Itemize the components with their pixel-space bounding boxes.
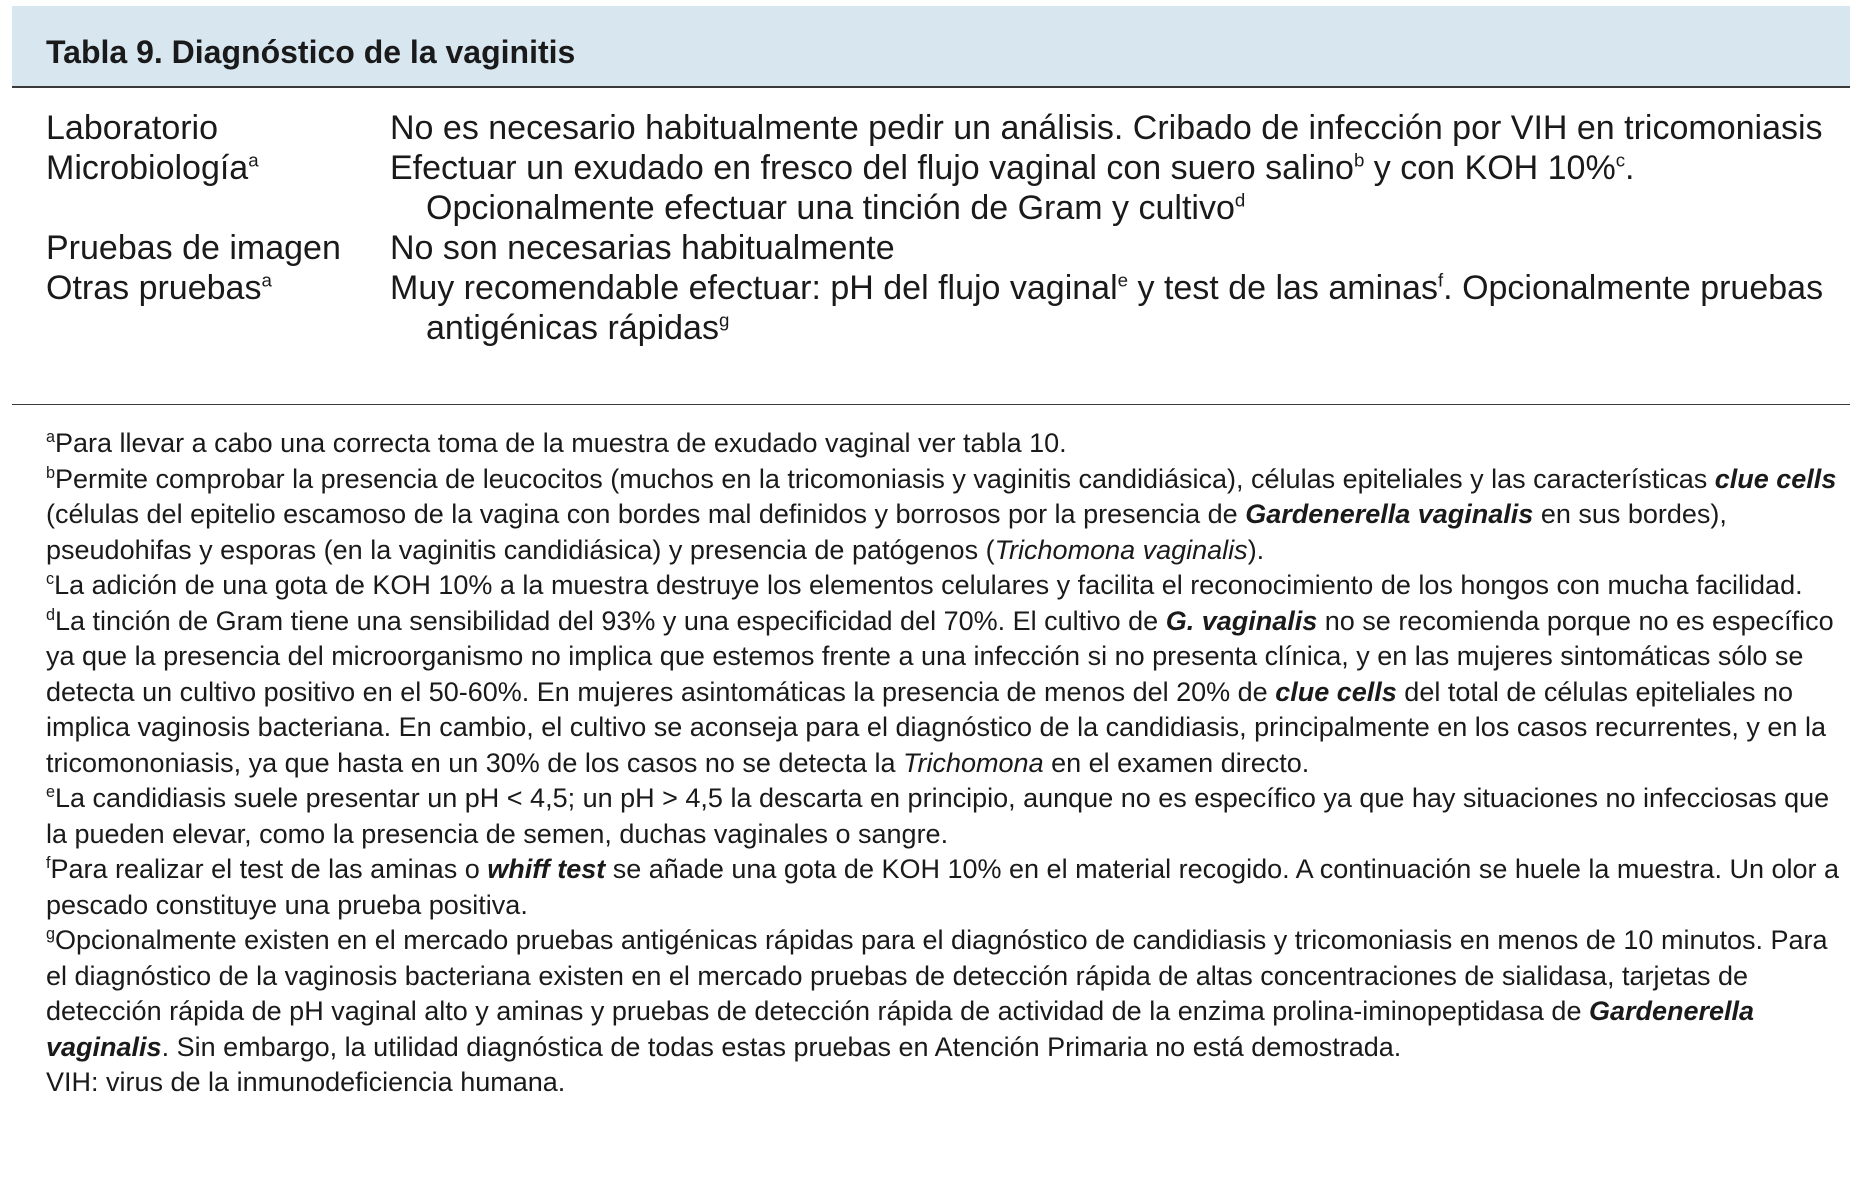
footnote-marker: f (46, 854, 51, 872)
footnote (46, 462, 1846, 569)
footnote-marker: c (46, 570, 55, 588)
text-span: Para realizar el test de las aminas o (50, 854, 488, 884)
footnote (46, 1065, 1846, 1101)
row-label (46, 228, 390, 268)
emphasized-text: Trichomona (903, 747, 1044, 778)
row-label (46, 108, 390, 148)
row-label-text: Otras pruebas (46, 269, 262, 307)
table-divider (12, 404, 1850, 405)
emphasized-text: G. vaginalis (1165, 605, 1318, 636)
row-label-text: Laboratorio (46, 109, 219, 147)
text-span: en sus bordes), pseudohifas y esporas (en la vaginitis candidiásica) y presencia de patógenos ( (46, 499, 1727, 565)
table-title: Tabla 9. Diagnóstico de la vaginitis (46, 34, 576, 70)
footnote-marker: a (261, 269, 272, 291)
row-value (390, 228, 1836, 268)
emphasized-text: clue cells (1275, 676, 1397, 707)
footnote-marker: d (46, 605, 56, 624)
table-title-bar (12, 6, 1850, 88)
footnotes (46, 426, 1846, 1101)
emphasized-text: Trichomona vaginalis (994, 534, 1248, 565)
text-span: Permite comprobar la presencia de leucocitos (muchos en la tricomoniasis y vaginitis candidiásica), células epiteliales y las características (55, 463, 1715, 494)
emphasized-text: Gardenerella vaginalis (46, 996, 1755, 1062)
text-span: . Opcionalmente pruebas antigénicas rápidas (426, 269, 1824, 347)
text-span: No son necesarias habitualmente (390, 229, 895, 267)
text-span: . Opcionalmente efectuar una tinción de Gram y cultivo (426, 149, 1635, 227)
row-value (390, 108, 1836, 148)
footnote-marker: e (1117, 269, 1129, 291)
footnote-marker: c (1615, 149, 1626, 171)
footnote (46, 852, 1846, 923)
text-span: La tinción de Gram tiene una sensibilidad del 93% y una especificidad del 70%. El cultivo de (55, 605, 1166, 636)
text-span: No es necesario habitualmente pedir un análisis. Cribado de infección por VIH en tricomoniasis (390, 109, 1823, 147)
text-span: y test de las aminas (1128, 269, 1438, 307)
emphasized-text: whiff test (487, 854, 606, 884)
text-span: no se recomienda porque no es específico ya que la presencia del microorganismo no implica que estemos frente a una infección si no presenta clínica, y en las mujeres sintomáticas sólo se detecta un cultivo positivo en el 50-60%. En mujeres asintomáticas la presencia de menos del 20% de (46, 605, 1834, 707)
footnote-marker: g (718, 309, 730, 331)
text-span: . Sin embargo, la utilidad diagnóstica de todas estas pruebas en Atención Primaria no está demostrada. (161, 1031, 1402, 1062)
row-label (46, 268, 390, 348)
diagnosis-table-body (46, 108, 1836, 348)
emphasized-text: Gardenerella vaginalis (1245, 499, 1534, 529)
footnote-marker: d (1234, 189, 1246, 211)
text-span: Efectuar un exudado en fresco del flujo vaginal con suero salino (390, 149, 1354, 187)
footnote-marker: a (46, 428, 56, 446)
footnote-marker: b (1353, 149, 1365, 171)
text-span: en el examen directo. (1043, 747, 1310, 778)
footnote-marker: b (46, 463, 56, 482)
text-span: se añade una gota de KOH 10% en el material recogido. A continuación se huele la muestra. Un olor a pescado constituye una prueba positiva. (46, 854, 1840, 920)
text-span: VIH: virus de la inmunodeficiencia humana. (46, 1067, 566, 1097)
footnote-marker: f (1437, 269, 1444, 291)
text-span: La candidiasis suele presentar un pH < 4,5; un pH > 4,5 la descarta en principio, aunque no es específico ya que hay situaciones no infecciosas que la pueden elevar, como la presencia de semen, duchas vaginales o sangre. (46, 783, 1830, 849)
footnote (46, 426, 1846, 462)
footnote (46, 604, 1846, 782)
text-span: Para llevar a cabo una correcta toma de la muestra de exudado vaginal ver tabla 10. (55, 428, 1067, 458)
table-row (46, 228, 1836, 268)
row-label-text: Microbiología (46, 149, 249, 187)
emphasized-text: clue cells (1714, 463, 1837, 494)
footnote (46, 923, 1846, 1065)
footnote-marker: a (248, 149, 259, 171)
footnote-marker: g (46, 925, 56, 943)
row-value (390, 148, 1836, 228)
footnote (46, 781, 1846, 852)
table-row (46, 108, 1836, 148)
row-label-text: Pruebas de imagen (46, 229, 341, 267)
row-label (46, 148, 390, 228)
text-span: Muy recomendable efectuar: pH del flujo vaginal (390, 269, 1118, 307)
table-row (46, 148, 1836, 228)
row-value (390, 268, 1836, 348)
text-span: ). (1247, 534, 1265, 565)
table-row (46, 268, 1836, 348)
text-span: La adición de una gota de KOH 10% a la muestra destruye los elementos celulares y facilita el reconocimiento de los hongos con mucha facilidad. (54, 570, 1803, 600)
text-span: (células del epitelio escamoso de la vagina con bordes mal definidos y borrosos por la presencia de (46, 499, 1246, 529)
footnote (46, 568, 1846, 604)
footnote-marker: e (46, 783, 56, 801)
text-span: del total de células epiteliales no implica vaginosis bacteriana. En cambio, el cultivo se aconseja para el diagnóstico de la candidiasis, principalmente en los casos recurrentes, y en la tricomononiasis, ya que hasta en un 30% de los casos no se detecta la (46, 676, 1826, 778)
text-span: y con KOH 10% (1364, 149, 1616, 187)
text-span: Opcionalmente existen en el mercado pruebas antigénicas rápidas para el diagnóstico de candidiasis y tricomoniasis en menos de 10 minutos. Para el diagnóstico de la vaginosis bacteriana existen en el mercado pruebas de detección rápida de altas concentraciones de sialidasa, tarjetas de detección rápida de pH vaginal alto y aminas y pruebas de detección rápida de actividad de la enzima prolina-iminopeptidasa de (46, 925, 1828, 1026)
